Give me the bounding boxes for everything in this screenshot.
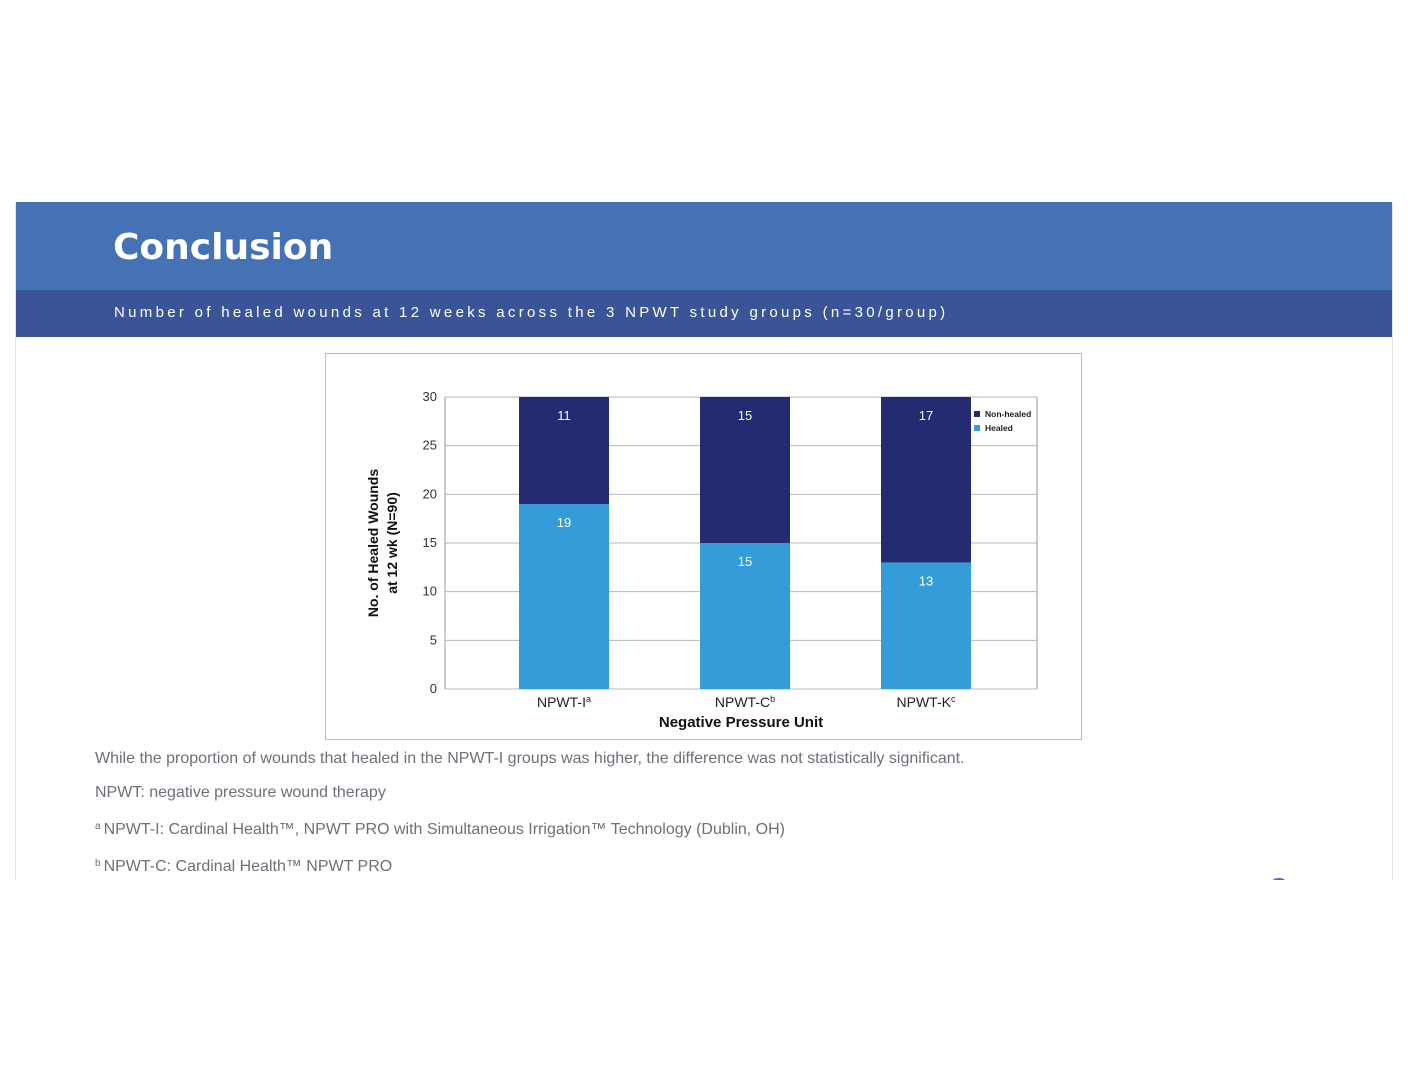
data-label-healed: 19 [556,515,572,531]
footnote-a-text: NPWT-I: Cardinal Health™, NPWT PRO with Simultaneous Irrigation™ Technology (Dublin, OH) [103,821,785,838]
footnote-b [95,858,392,876]
x-axis-title: Negative Pressure Unit [658,714,824,731]
x-tick-label: NPWT-$I^a$ [536,694,592,710]
stacked-bar-chart [326,354,1081,739]
y-tick-label: 10 [422,583,437,599]
x-tick-label: NPWT-$C^b$ [714,694,776,710]
x-tick-superscript: b [770,694,776,704]
y-tick-label: 0 [429,681,437,696]
legend-swatch-healed [974,425,980,431]
x-tick-superscript: c [950,694,956,704]
slide [15,202,1393,880]
x-tick-superscript: a [585,694,592,704]
footnote-b-text: NPWT-C: Cardinal Health™ NPWT PRO [103,858,393,875]
x-tick-label: NPWT-$K^c$ [896,694,956,710]
chart-frame [325,353,1082,740]
y-axis-title: No. of Healed Wounds [365,468,381,618]
data-label-healed: 13 [918,573,934,589]
subtitle-band [16,290,1392,337]
data-label-non-healed: 17 [918,408,934,423]
legend-swatch-non-healed [974,411,980,417]
data-label-non-healed: 15 [737,408,753,423]
data-label-non-healed: 11 [557,408,571,423]
slide-title: Conclusion [113,227,334,268]
title-band [16,202,1392,290]
footnote-b-marker: b [95,858,101,869]
abbreviation-note: NPWT: negative pressure wound therapy [95,784,386,801]
y-tick-label: 15 [422,535,437,550]
y-axis-title-line2: at 12 wk (N=90) [384,492,400,594]
slide-subtitle: Number of healed wounds at 12 weeks across the 3 NPWT study groups (n=30/group) [114,304,949,321]
data-label-healed: 15 [737,554,753,569]
y-tick-label: 5 [429,632,437,648]
summary-note: While the proportion of wounds that healed in the NPWT-I groups was higher, the difference was not statistically significant. [95,750,965,767]
y-tick-label: 25 [422,437,437,453]
y-tick-label: 30 [422,389,437,404]
bar-healed [519,504,609,689]
circle-icon[interactable] [1268,878,1290,880]
footnote-a [95,821,785,839]
footnote-a-marker: a [95,821,101,832]
legend-label-non-healed: Non-healed [985,409,1032,419]
y-tick-label: 20 [422,486,437,502]
legend-label-healed: Healed [985,423,1013,433]
